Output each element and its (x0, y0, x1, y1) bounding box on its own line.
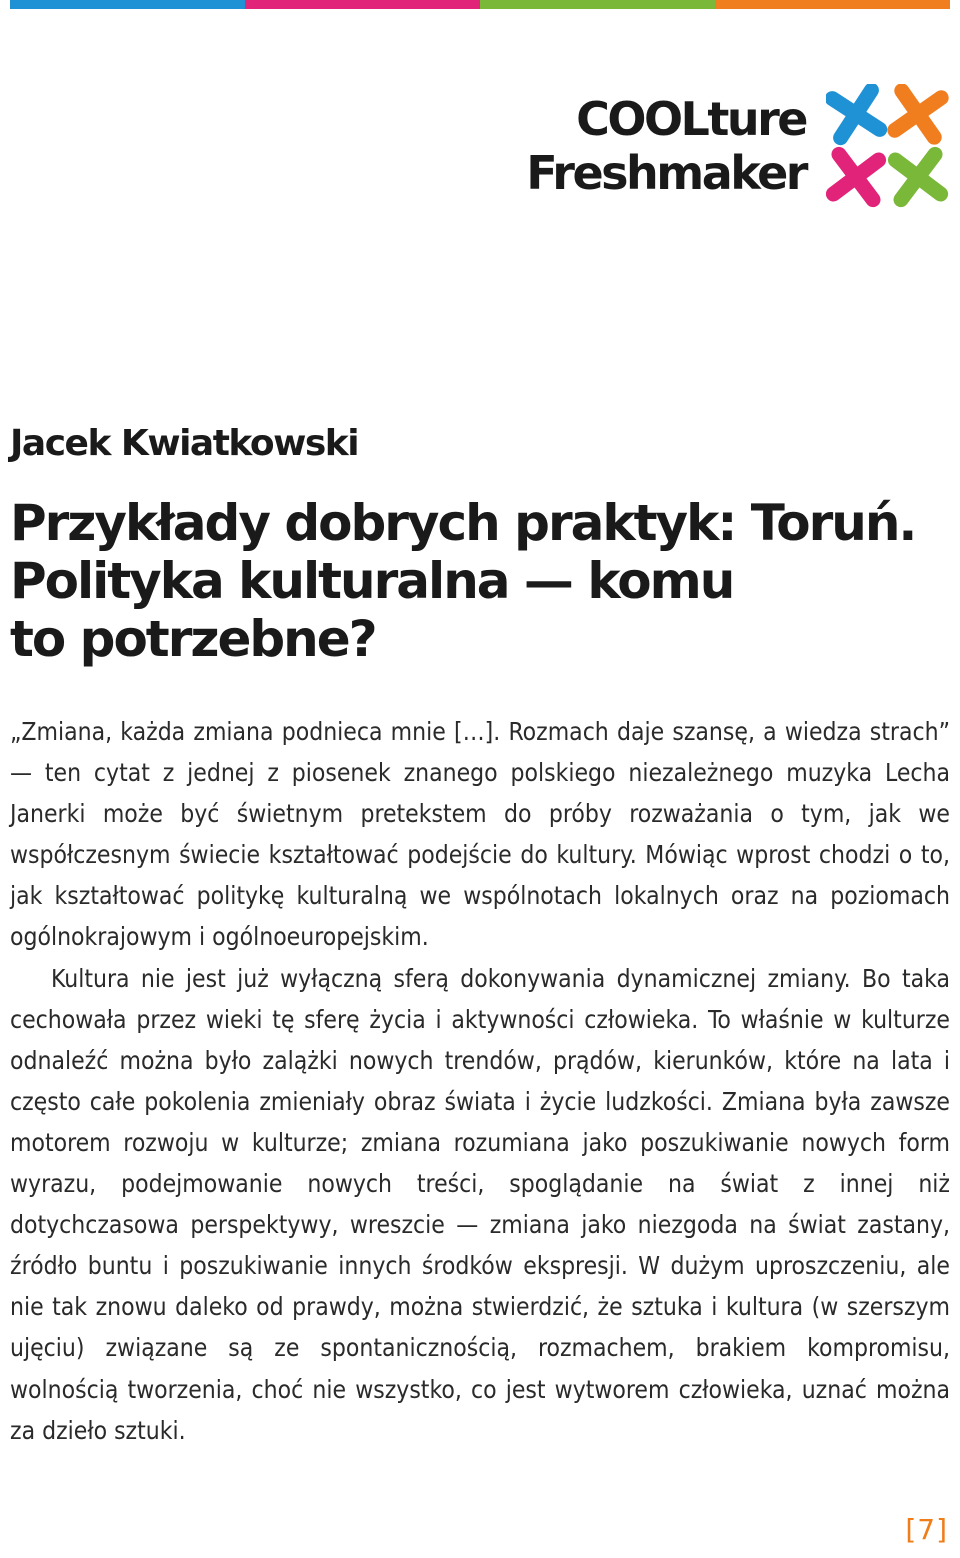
four-colored-crosses-logo-icon (826, 84, 950, 208)
stripe-orange (715, 0, 950, 9)
body-paragraph-2: Kultura nie jest już wyłączną sferą dokonywania dynamicznej zmiany. Bo taka cechowała przez wieki tę sferę życia i aktywności człowieka. To właśnie w kulturze odnaleźć można było zalążki nowych trendów, prądów, kierunków, które na lata i często całe pokolenia zmieniały obraz świata i życie ludzkości. Zmiana była zawsze motorem rozwoju w kulturze; zmiana rozumiana jako poszukiwanie nowych form wyrazu, podejmowanie nowych treści, spoglądanie na świat z innej niż dotychczasowa perspektywy, wreszcie — zmiana jako niezgoda na świat zastany, źródło buntu i poszukiwanie innych środków ekspresji. W dużym uproszczeniu, ale nie tak znowu daleko od prawdy, można stwierdzić, że sztuka i kultura (w szerszym ujęciu) związane są ze spontanicznością, rozmachem, brakiem kompromisu, wolnością tworzenia, choć nie wszystko, co jest wytworem człowieka, uznać można za dzieło sztuki. (10, 963, 950, 1445)
title-line-1: Przykłady dobrych praktyk: Toruń. (10, 494, 916, 552)
author-name: Jacek Kwiatkowski (10, 423, 359, 464)
stripe-green (480, 0, 715, 9)
page-number: [7] (905, 1513, 948, 1546)
article-body (10, 711, 950, 1451)
top-color-stripe (10, 0, 950, 9)
article-title (10, 494, 916, 668)
title-line-3: to potrzebne? (10, 610, 376, 668)
body-paragraph-1: „Zmiana, każda zmiana podnieca mnie […]. Rozmach daje szansę, a wiedza strach” — ten cytat z jednej z piosenek znanego polskiego niezależnego muzyka Lecha Janerki może być świetnym pretekstem do próby rozważania o tym, jak we współczesnym świecie kształtować podejście do kultury. Mówiąc wprost chodzi o to, jak kształtować politykę kulturalną we wspólnotach lokalnych oraz na poziomach ogólnokrajowym i ogólnoeuropejskim. (10, 717, 950, 952)
stripe-blue (10, 0, 245, 9)
brand-line-1: COOLture (576, 92, 806, 146)
stripe-pink (245, 0, 480, 9)
brand-header (526, 84, 950, 208)
title-line-2: Polityka kulturalna — komu (10, 552, 734, 610)
brand-line-2: Freshmaker (526, 146, 806, 200)
brand-wordmark (526, 92, 806, 200)
